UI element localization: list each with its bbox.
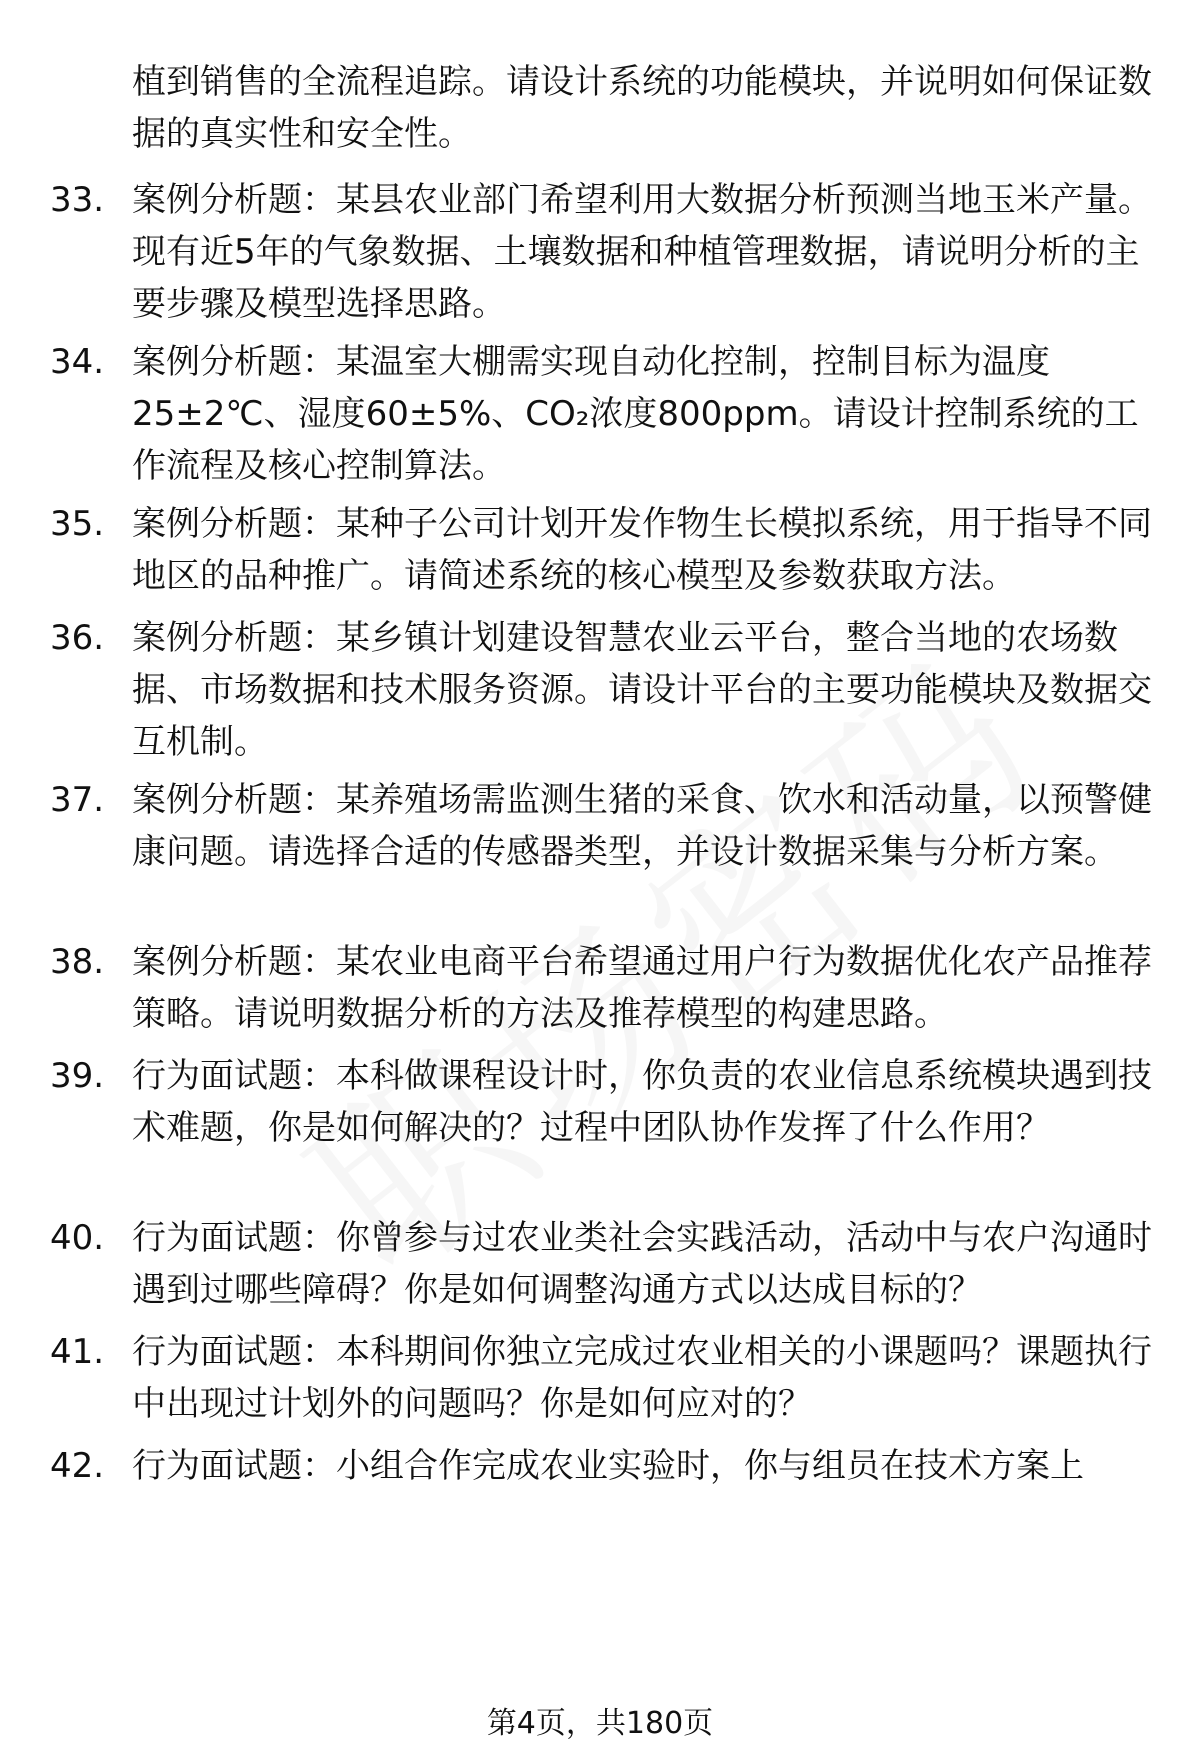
question-text: 行为面试题：本科期间你独立完成过农业相关的小课题吗？课题执行中出现过计划外的问题吗？你是如何应对的？ [132,1332,1152,1424]
question-number: 33. [50,180,105,220]
question-number: 34. [50,342,105,382]
question-text: 案例分析题：某乡镇计划建设智慧农业云平台，整合当地的农场数据、市场数据和技术服务资源。请设计平台的主要功能模块及数据交互机制。 [132,618,1152,762]
question-number: 36. [50,618,105,658]
question-number: 39. [50,1056,105,1096]
question-number: 40. [50,1218,105,1258]
question-number: 41. [50,1332,105,1372]
question-number: 42. [50,1446,105,1486]
question-text: 行为面试题：你曾参与过农业类社会实践活动，活动中与农户沟通时遇到过哪些障碍？你是如何调整沟通方式以达成目标的？ [132,1218,1152,1310]
question-number: 38. [50,942,105,982]
question-text: 案例分析题：某温室大棚需实现自动化控制，控制目标为温度25±2℃、湿度60±5%、CO₂浓度800ppm。请设计控制系统的工作流程及核心控制算法。 [132,342,1139,486]
page-footer: 第4页，共180页 [486,1706,714,1741]
question-text: 案例分析题：某农业电商平台希望通过用户行为数据优化农产品推荐策略。请说明数据分析的方法及推荐模型的构建思路。 [132,942,1152,1034]
question-text: 行为面试题：小组合作完成农业实验时，你与组员在技术方案上 [132,1446,1084,1486]
question-text: 案例分析题：某种子公司计划开发作物生长模拟系统，用于指导不同地区的品种推广。请简述系统的核心模型及参数获取方法。 [132,504,1152,596]
question-text: 案例分析题：某县农业部门希望利用大数据分析预测当地玉米产量。现有近5年的气象数据、土壤数据和种植管理数据，请说明分析的主要步骤及模型选择思路。 [132,180,1152,324]
question-number: 37. [50,780,105,820]
question-number: 35. [50,504,105,544]
question-text: 案例分析题：某养殖场需监测生猪的采食、饮水和活动量，以预警健康问题。请选择合适的传感器类型，并设计数据采集与分析方案。 [132,780,1152,872]
continuation-paragraph: 植到销售的全流程追踪。请设计系统的功能模块，并说明如何保证数据的真实性和安全性。 [132,62,1152,154]
question-text: 行为面试题：本科做课程设计时，你负责的农业信息系统模块遇到技术难题，你是如何解决的？过程中团队协作发挥了什么作用？ [132,1056,1152,1148]
